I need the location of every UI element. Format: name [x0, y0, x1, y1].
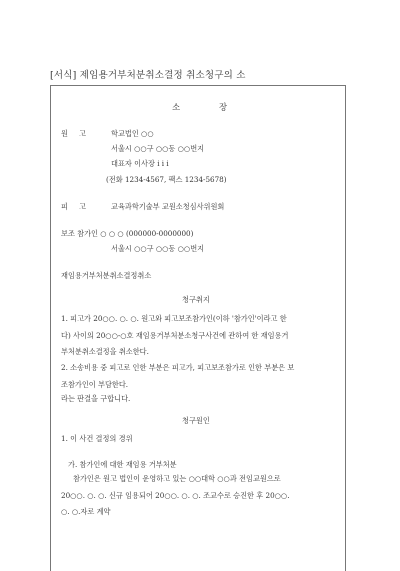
- plaintiff-representative: 대표자 이사장 ⅰ ⅰ ⅰ: [111, 159, 169, 168]
- plaintiff-label-2: 고: [79, 129, 86, 138]
- heading-jang: 장: [219, 102, 228, 112]
- intervenor-address: 서울시 ○○구 ○○동 ○○번지: [111, 244, 205, 253]
- claim-purpose-item-1: 1. 피고가 20○○. ○. ○. 원고와 피고보조참가인(이하 '참가인'이라고 한다) 사이의 20○○-○호 재임용거부처분소청구사건에 관하여 한 재임용거부처분취소결정을 취소한다.: [61, 314, 289, 356]
- defendant-label-1: 피: [61, 202, 68, 211]
- document-title: [서식] 제임용거부처분취소결정 취소청구의 소: [50, 70, 246, 81]
- defendant-label-2: 고: [79, 202, 86, 211]
- claim-purpose-item-2: 2. 소송비용 중 피고로 인한 부분은 피고가, 피고보조참가로 인한 부분은 보조참가인이 부담한다.: [61, 363, 295, 389]
- case-name: 재임용거부처분취소결정취소: [61, 271, 152, 280]
- complaint-form-frame: [50, 85, 346, 571]
- intervenor-label: 보조 참가인 ○ ○ ○ (000000-0000000): [61, 229, 194, 238]
- plaintiff-name: 학교법인 ○○: [111, 129, 154, 138]
- claim-cause-section-1: 1. 이 사건 결정의 경위: [61, 434, 133, 443]
- claim-cause-body: 참가인은 원고 법인이 운영하고 있는 ○○대학 ○○과 전임교원으로 20○○. ○. ○. 신규 임용되어 20○○. ○. ○. 조교수로 승진한 후 20○○. ○. ○.자로 계약: [61, 474, 290, 516]
- defendant-name: 교육과학기술부 교원소청심사위원회: [111, 202, 225, 211]
- plaintiff-label-1: 원: [61, 129, 68, 138]
- claim-purpose-heading: 청구취지: [182, 295, 210, 304]
- heading-so: 소: [172, 102, 181, 112]
- claim-cause-heading: 청구원인: [182, 416, 210, 425]
- claim-cause-sub-a: 가. 참가인에 대한 재임용 거부처분: [68, 460, 177, 469]
- plaintiff-contact: (전화 1234-4567, 팩스 1234-5678): [106, 175, 227, 184]
- plaintiff-address: 서울시 ○○구 ○○동 ○○번지: [111, 144, 205, 153]
- claim-purpose-closing: 라는 판결을 구합니다.: [61, 394, 131, 403]
